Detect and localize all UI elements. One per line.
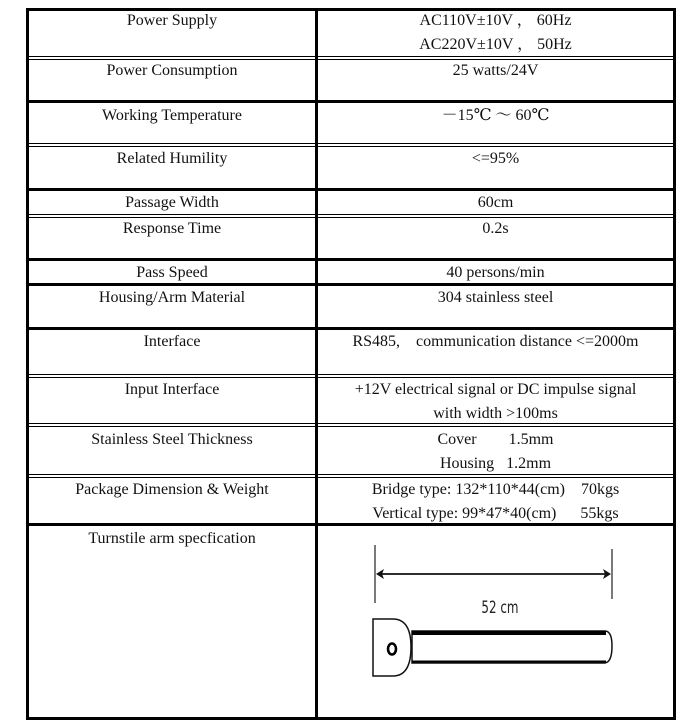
label-response-time: Response Time (122, 220, 222, 237)
value-working-temperature: －15℃ ～ 60℃ (441, 107, 550, 124)
turnstile-arm-diagram (318, 527, 673, 717)
value-input-interface (318, 378, 673, 426)
value-pass-speed: 40 persons/min (446, 264, 545, 281)
table-row-turnstile-arm (26, 527, 676, 717)
value-line: AC110V±10V ， 60Hz (419, 12, 572, 29)
arm-flange (373, 619, 411, 676)
label-working-temperature: Working Temperature (102, 107, 242, 124)
value-line: Vertical type: 99*47*40(cm) 55kgs (372, 505, 619, 522)
row-divider (26, 100, 676, 103)
value-interface: RS485, communication distance <=2000m (352, 333, 639, 350)
value-stainless-steel-thickness (318, 428, 673, 476)
value-package-dimension-weight (318, 478, 673, 526)
value-power-supply (318, 9, 673, 57)
label-interface: Interface (143, 333, 201, 350)
label-passage-width: Passage Width (125, 194, 219, 211)
value-power-consumption: 25 watts/24V (452, 62, 539, 79)
value-line: Bridge type: 132*110*44(cm) 70kgs (371, 481, 620, 498)
label-input-interface: Input Interface (124, 381, 220, 398)
label-housing-arm-material: Housing/Arm Material (98, 289, 246, 306)
value-line: Housing 1.2mm (439, 455, 552, 472)
label-power-consumption: Power Consumption (106, 62, 238, 79)
label-pass-speed: Pass Speed (136, 264, 208, 281)
turnstile-arm-icon (318, 527, 673, 722)
value-line: Cover 1.5mm (437, 431, 554, 448)
value-line: +12V electrical signal or DC impulse signal (354, 381, 637, 398)
value-response-time: 0.2s (482, 220, 509, 237)
label-package-dimension-weight: Package Dimension & Weight (75, 481, 269, 498)
value-line: with width >100ms (433, 405, 558, 422)
label-power-supply: Power Supply (126, 12, 218, 29)
arm-bar (412, 631, 612, 663)
value-passage-width: 60cm (477, 194, 514, 211)
label-stainless-steel-thickness: Stainless Steel Thickness (91, 431, 253, 448)
label-related-humility: Related Humility (116, 150, 228, 167)
arm-length-label: 52 cm (481, 597, 519, 618)
value-related-humility: <=95% (471, 150, 520, 167)
label-turnstile-arm: Turnstile arm specfication (88, 530, 256, 547)
value-housing-arm-material: 304 stainless steel (437, 289, 554, 306)
value-line: AC220V±10V ， 50Hz (419, 36, 572, 53)
spec-table (26, 8, 676, 720)
